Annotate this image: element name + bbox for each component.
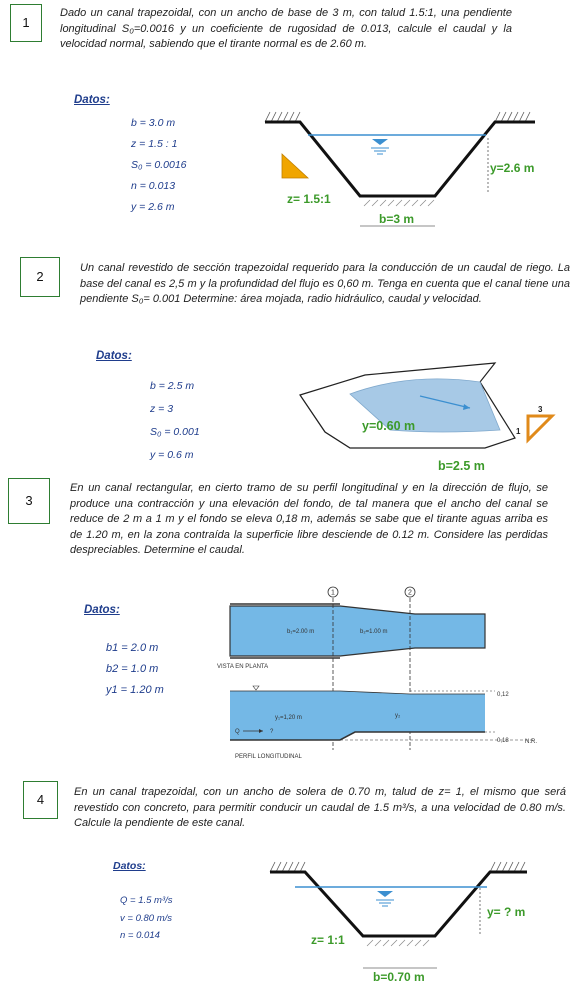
depth-label: y=2.6 m: [490, 161, 535, 175]
flow-label: Q: [235, 729, 240, 735]
water-level-symbol: [371, 139, 389, 154]
contracted-depth-label: y₂: [395, 713, 401, 719]
plan-view: [230, 604, 485, 658]
plan-width-2-label: b₂=1.00 m: [360, 629, 388, 635]
datos-item: b = 3.0 m: [131, 117, 176, 129]
base-hatch: [364, 200, 434, 206]
datos-item: S₀ = 0.001: [150, 426, 200, 438]
channel-section: [270, 872, 527, 936]
datos-item: n = 0.013: [131, 180, 176, 192]
section-1-label: 1: [331, 589, 335, 597]
datos-item: Q = 1.5 m³/s: [120, 895, 173, 906]
datos-item: n = 0.014: [120, 930, 160, 941]
contraction-figure-3: [215, 582, 565, 767]
trapezoidal-channel-figure-1: [260, 108, 560, 236]
datos-item: b = 2.5 m: [150, 380, 195, 392]
slope-label: z= 1.5:1: [287, 192, 331, 206]
datos-item: y1 = 1.20 m: [106, 684, 164, 696]
datos-item: b1 = 2.0 m: [106, 642, 159, 654]
datos-title-2: Datos:: [96, 350, 132, 362]
upstream-depth-label: y₁=1,20 m: [275, 715, 302, 721]
datos-item: y = 0.6 m: [150, 449, 194, 461]
plan-width-1-label: b₁=2.00 m: [287, 629, 315, 635]
datos-item: S₀ = 0.0016: [131, 159, 187, 171]
datos-item: z = 3: [150, 403, 174, 415]
datos-item: y = 2.6 m: [131, 201, 175, 213]
flow-unknown-label: ?: [270, 729, 274, 735]
datos-list-1: [131, 113, 187, 218]
problem-4-statement: En un canal trapezoidal, con un ancho de solera de 0.70 m, talud de z= 1, el mismo que será revestido con concreto, para permitir conducir un caudal de 1.5 m³/s, a una velocidad de 0.80 m/s. Calcule la pendiente de este canal.: [74, 786, 566, 829]
problem-number-3: 3: [8, 478, 50, 524]
slope-vertical-label: 3: [538, 405, 543, 414]
datos-list-2: [150, 375, 200, 467]
datos-title-1: Datos:: [74, 94, 110, 106]
datos-item: b2 = 1.0 m: [106, 663, 159, 675]
slope-horizontal-label: 1: [516, 427, 521, 436]
datos-item: z = 1.5 : 1: [131, 138, 178, 150]
problem-3-statement: En un canal rectangular, en cierto tramo de su perfil longitudinal y en la dirección de flujo, se produce una contracción y una elevación del fondo, de tal manera que el ancho del canal se reduce de 2 m a 1 m y el fondo se eleva 0,18 m, además se sabe que el tirante aguas arriba es de 1.20 m, en la zona contraída la superficie libre desciende de 0.12 m. Considere las perdidas despreciables. Determine el caudal.: [70, 482, 548, 556]
datos-list-4: [120, 892, 173, 945]
datos-title-4: Datos:: [113, 860, 146, 872]
channel-section: [265, 122, 535, 196]
bed-step-label: 0,18: [497, 738, 509, 744]
datos-list-3: [106, 638, 164, 701]
problem-2-statement: Un canal revestido de sección trapezoidal requerido para la conducción de un caudal de riego. La base del canal es 2,5 m y la profundidad del flujo es 0,60 m. Tenga en cuenta que el canal tiene una pendiente S₀= 0.001 Determine: área mojada, radio hidráulico, caudal y velocidad.: [80, 262, 570, 305]
reference-datum-label: N.R.: [525, 739, 537, 745]
surface-drop-label: 0,12: [497, 692, 509, 698]
slope-triangle: [528, 416, 552, 440]
datos-title-3: Datos:: [84, 604, 120, 616]
problem-number-4: 4: [23, 781, 58, 819]
section-2-label: 2: [408, 589, 412, 597]
problem-number-2: 2: [20, 257, 60, 297]
trapezoidal-channel-figure-4: [265, 858, 565, 988]
problem-1-statement: Dado un canal trapezoidal, con un ancho de base de 3 m, con talud 1.5:1, una pendiente longitudinal S₀=0.0016 y un coeficiente de rugosidad de 0.013, calcule el caudal y la velocidad normal, sabiendo que el tirante normal es de 2.60 m.: [60, 7, 512, 50]
problem-number-1: 1: [10, 4, 42, 42]
slope-label: z= 1:1: [311, 933, 345, 947]
base-width-label: b=3 m: [379, 212, 415, 226]
base-hatch: [367, 940, 429, 946]
profile-caption: PERFIL LONGITUDINAL: [235, 754, 302, 760]
trapezoidal-channel-figure-2: [290, 360, 570, 475]
plan-view-caption: VISTA EN PLANTA: [217, 664, 269, 670]
water-level-symbol: [376, 891, 394, 906]
slope-triangle: [282, 154, 308, 178]
base-width-label: b=2.5 m: [438, 459, 485, 473]
depth-label: y=0.60 m: [362, 419, 416, 433]
depth-label: y= ? m: [487, 905, 526, 919]
base-width-label: b=0.70 m: [373, 970, 425, 984]
datos-item: v = 0.80 m/s: [120, 912, 173, 924]
